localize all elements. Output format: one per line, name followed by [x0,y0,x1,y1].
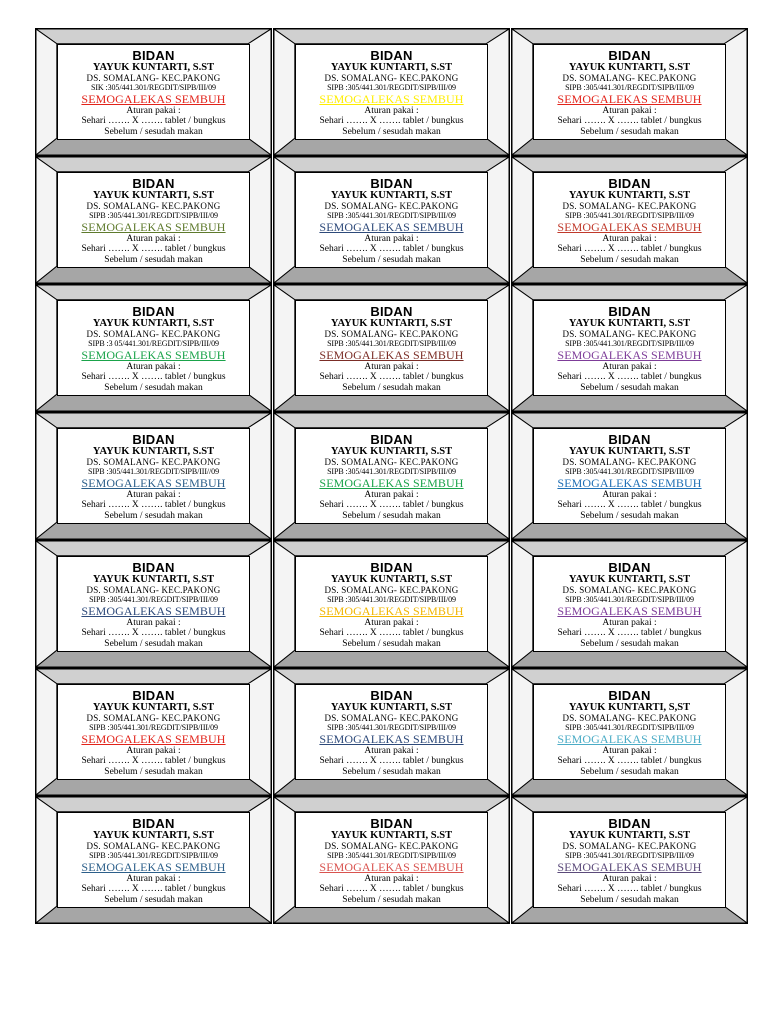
bevel-right [248,797,271,923]
usage-rules-heading: Aturan pakai : [364,490,419,500]
usage-rules-heading: Aturan pakai : [602,618,657,628]
timing-line: Sebelum / sesudah makan [104,383,203,393]
bevel-bottom [274,522,509,539]
get-well-message: SEMOGALEKAS SEMBUH [319,348,464,362]
bevel-top [36,413,271,428]
dosage-line: Sehari ……. X ……. tablet / bungkus [319,884,464,894]
bevel-top [36,29,271,44]
dosage-line: Sehari ……. X ……. tablet / bungkus [81,500,226,510]
bevel-left [274,669,295,795]
medicine-label [35,156,272,284]
label-title: BIDAN [370,816,413,831]
midwife-name: YAYUK KUNTARTI, S.ST [330,62,453,73]
dosage-line: Sehari ……. X ……. tablet / bungkus [557,756,702,766]
medicine-label [511,156,748,284]
midwife-name: YAYUK KUNTARTI, S.ST [92,318,215,329]
address-line: DS. SOMALANG- KEC.PAKONG [562,201,697,211]
get-well-message: SEMOGALEKAS SEMBUH [319,860,464,874]
bevel-bottom [36,650,271,667]
address-line: DS. SOMALANG- KEC.PAKONG [324,585,459,595]
registration-number: SIPB :305/441.301/REGDIT/SIPB/III/09 [89,723,218,732]
label-face [533,428,726,524]
label-face [57,556,250,652]
midwife-name: YAYUK KUNTARTI, S.ST [330,574,453,585]
bevel-right [486,669,509,795]
label-face [295,172,488,268]
bevel-left [512,413,533,539]
dosage-line: Sehari ……. X ……. tablet / bungkus [557,244,702,254]
label-face [57,684,250,780]
bevel-left [274,797,295,923]
label-face [533,812,726,908]
label-face [295,428,488,524]
label-title: BIDAN [370,48,413,63]
usage-rules-heading: Aturan pakai : [126,362,181,372]
bevel-bottom [36,394,271,411]
midwife-name: YAYUK KUNTARTI, S.ST [330,318,453,329]
bevel-top [512,669,747,684]
midwife-name: YAYUK KUNTARTI, S.ST [568,574,691,585]
bevel-left [36,413,57,539]
timing-line: Sebelum / sesudah makan [580,895,679,905]
label-face [295,44,488,140]
dosage-line: Sehari ……. X ……. tablet / bungkus [81,244,226,254]
bevel-bottom [274,138,509,155]
bevel-bottom [36,906,271,923]
get-well-message: SEMOGALEKAS SEMBUH [319,476,464,490]
usage-rules-heading: Aturan pakai : [602,746,657,756]
bevel-bottom [512,138,747,155]
registration-number: SIPB :305/441.301/REGDIT/SIPB/III/09 [327,83,456,92]
bevel-left [36,157,57,283]
bevel-top [512,157,747,172]
medicine-label [511,668,748,796]
medicine-label [273,796,510,924]
label-title: BIDAN [132,432,175,447]
bevel-bottom [274,778,509,795]
usage-rules-heading: Aturan pakai : [126,746,181,756]
registration-number: SIPB :305/441.301/REGDIT/SIPB/III/09 [327,467,456,476]
dosage-line: Sehari ……. X ……. tablet / bungkus [319,756,464,766]
bevel-left [274,29,295,155]
medicine-label [35,540,272,668]
get-well-message: SEMOGALEKAS SEMBUH [81,860,226,874]
midwife-name: YAYUK KUNTARTI, S.ST [92,62,215,73]
get-well-message: SEMOGALEKAS SEMBUH [557,220,702,234]
address-line: DS. SOMALANG- KEC.PAKONG [86,73,221,83]
label-title: BIDAN [132,560,175,575]
usage-rules-heading: Aturan pakai : [364,746,419,756]
midwife-name: YAYUK KUNTARTI, S.ST [92,190,215,201]
dosage-line: Sehari ……. X ……. tablet / bungkus [557,884,702,894]
address-line: DS. SOMALANG- KEC.PAKONG [86,585,221,595]
bevel-bottom [274,650,509,667]
get-well-message: SEMOGALEKAS SEMBUH [557,604,702,618]
dosage-line: Sehari ……. X ……. tablet / bungkus [319,244,464,254]
timing-line: Sebelum / sesudah makan [580,767,679,777]
bevel-left [512,29,533,155]
midwife-name: YAYUK KUNTARTI, S.ST [568,318,691,329]
bevel-top [512,541,747,556]
label-title: BIDAN [370,176,413,191]
address-line: DS. SOMALANG- KEC.PAKONG [562,841,697,851]
timing-line: Sebelum / sesudah makan [342,255,441,265]
address-line: DS. SOMALANG- KEC.PAKONG [324,73,459,83]
midwife-name: YAYUK KUNTARTI, S.ST [568,830,691,841]
registration-number: SIPB :305/441.301/REGDIT/SIPB/III/09 [565,339,694,348]
bevel-left [36,285,57,411]
get-well-message: SEMOGALEKAS SEMBUH [81,348,226,362]
usage-rules-heading: Aturan pakai : [602,490,657,500]
medicine-label [273,540,510,668]
registration-number: SIPB :305/441.301/REGDIT/SIPB/III/09 [89,211,218,220]
midwife-name: YAYUK KUNTARTI, S.ST [330,702,453,713]
get-well-message: SEMOGALEKAS SEMBUH [557,348,702,362]
address-line: DS. SOMALANG- KEC.PAKONG [562,329,697,339]
bevel-right [486,285,509,411]
label-title: BIDAN [132,48,175,63]
bevel-right [724,797,747,923]
address-line: DS. SOMALANG- KEC.PAKONG [562,73,697,83]
medicine-label [273,156,510,284]
midwife-name: YAYUK KUNTARTI, S.ST [568,62,691,73]
timing-line: Sebelum / sesudah makan [580,511,679,521]
bevel-bottom [512,522,747,539]
label-title: BIDAN [370,688,413,703]
registration-number: SIPB :305/441.301/REGDIT/SIPB/III/09 [565,467,694,476]
bevel-right [248,285,271,411]
dosage-line: Sehari ……. X ……. tablet / bungkus [557,500,702,510]
usage-rules-heading: Aturan pakai : [602,234,657,244]
bevel-top [512,797,747,812]
usage-rules-heading: Aturan pakai : [602,362,657,372]
label-title: BIDAN [608,48,651,63]
label-title: BIDAN [608,176,651,191]
address-line: DS. SOMALANG- KEC.PAKONG [86,457,221,467]
timing-line: Sebelum / sesudah makan [580,639,679,649]
registration-number: SIPB :305/441.301/REGDIT/SIPB/III/09 [327,339,456,348]
bevel-right [486,29,509,155]
timing-line: Sebelum / sesudah makan [342,767,441,777]
bevel-bottom [512,906,747,923]
timing-line: Sebelum / sesudah makan [342,639,441,649]
registration-number: SIPB :305/441.301/REGDIT/SIPB/III/09 [327,211,456,220]
bevel-top [36,157,271,172]
medicine-label [511,412,748,540]
label-title: BIDAN [608,688,651,703]
registration-number: SIPB :305/441.301/REGDIT/SIPB/III/09 [565,83,694,92]
label-face [57,44,250,140]
bevel-bottom [512,394,747,411]
address-line: DS. SOMALANG- KEC.PAKONG [562,585,697,595]
label-title: BIDAN [608,560,651,575]
address-line: DS. SOMALANG- KEC.PAKONG [324,457,459,467]
midwife-name: YAYUK KUNTARTI, S.ST [92,702,215,713]
bevel-right [248,157,271,283]
dosage-line: Sehari ……. X ……. tablet / bungkus [81,628,226,638]
bevel-bottom [512,650,747,667]
usage-rules-heading: Aturan pakai : [126,618,181,628]
midwife-name: YAYUK KUNTARTI, S.ST [568,446,691,457]
bevel-right [724,157,747,283]
bevel-right [248,541,271,667]
bevel-bottom [274,266,509,283]
address-line: DS. SOMALANG- KEC.PAKONG [324,713,459,723]
midwife-name: YAYUK KUNTARTI, S.ST [330,830,453,841]
bevel-top [274,413,509,428]
bevel-left [512,797,533,923]
usage-rules-heading: Aturan pakai : [364,618,419,628]
timing-line: Sebelum / sesudah makan [342,895,441,905]
registration-number: SIPB :305/441.301/REGDIT/SIPB/III/09 [327,723,456,732]
bevel-top [274,29,509,44]
timing-line: Sebelum / sesudah makan [580,127,679,137]
medicine-label [273,28,510,156]
get-well-message: SEMOGALEKAS SEMBUH [557,92,702,106]
get-well-message: SEMOGALEKAS SEMBUH [81,476,226,490]
bevel-right [486,797,509,923]
timing-line: Sebelum / sesudah makan [580,383,679,393]
label-title: BIDAN [370,560,413,575]
get-well-message: SEMOGALEKAS SEMBUH [319,732,464,746]
bevel-left [274,157,295,283]
timing-line: Sebelum / sesudah makan [104,255,203,265]
dosage-line: Sehari ……. X ……. tablet / bungkus [319,372,464,382]
bevel-left [36,541,57,667]
get-well-message: SEMOGALEKAS SEMBUH [557,476,702,490]
label-title: BIDAN [132,176,175,191]
medicine-label [35,796,272,924]
bevel-bottom [36,138,271,155]
medicine-label [511,28,748,156]
bevel-top [36,285,271,300]
bevel-left [274,285,295,411]
usage-rules-heading: Aturan pakai : [126,490,181,500]
bevel-top [274,669,509,684]
bevel-right [248,413,271,539]
dosage-line: Sehari ……. X ……. tablet / bungkus [557,372,702,382]
label-sheet [35,28,748,924]
bevel-top [512,413,747,428]
get-well-message: SEMOGALEKAS SEMBUH [81,92,226,106]
bevel-top [512,29,747,44]
bevel-top [274,541,509,556]
dosage-line: Sehari ……. X ……. tablet / bungkus [319,628,464,638]
bevel-left [512,669,533,795]
get-well-message: SEMOGALEKAS SEMBUH [557,860,702,874]
label-face [295,812,488,908]
address-line: DS. SOMALANG- KEC.PAKONG [562,457,697,467]
get-well-message: SEMOGALEKAS SEMBUH [557,732,702,746]
usage-rules-heading: Aturan pakai : [364,874,419,884]
label-face [533,172,726,268]
label-face [533,556,726,652]
registration-number: SIPB :305/441.301/REGDIT/SIPB/III/09 [327,595,456,604]
registration-number: SIPB :305/441.301/REGDIT/SIPB/III/09 [565,595,694,604]
bevel-left [274,541,295,667]
get-well-message: SEMOGALEKAS SEMBUH [319,604,464,618]
midwife-name: YAYUK KUNTARTI, S.ST [568,190,691,201]
address-line: DS. SOMALANG- KEC.PAKONG [86,201,221,211]
bevel-right [486,541,509,667]
midwife-name: YAYUK KUNTARTI, S,ST [568,702,691,713]
usage-rules-heading: Aturan pakai : [364,234,419,244]
bevel-left [512,285,533,411]
registration-number: SIPB :305/441.301/REGDIT/SIPB/III/09 [89,595,218,604]
bevel-right [724,285,747,411]
bevel-bottom [36,266,271,283]
address-line: DS. SOMALANG- KEC.PAKONG [324,201,459,211]
bevel-right [486,413,509,539]
label-title: BIDAN [608,432,651,447]
timing-line: Sebelum / sesudah makan [104,511,203,521]
medicine-label [273,284,510,412]
bevel-bottom [512,266,747,283]
medicine-label [273,412,510,540]
midwife-name: YAYUK KUNTARTI, S.ST [92,830,215,841]
registration-number: SIPB :305/441.301/REGDIT/SIPB/III/09 [565,851,694,860]
dosage-line: Sehari ……. X ……. tablet / bungkus [81,372,226,382]
bevel-right [486,157,509,283]
bevel-top [36,669,271,684]
label-face [57,428,250,524]
address-line: DS. SOMALANG- KEC.PAKONG [562,713,697,723]
usage-rules-heading: Aturan pakai : [126,234,181,244]
get-well-message: SEMOGALEKAS SEMBUH [81,732,226,746]
get-well-message: SEMOGALEKAS SEMBUH [319,220,464,234]
bevel-bottom [274,906,509,923]
registration-number: SIPB :305/441.301/REGDIT/SIPB/III/09 [565,723,694,732]
medicine-label [35,28,272,156]
registration-number: SIPB :305/441.301/REGDIT/SIPB/III//09 [88,467,219,476]
medicine-label [35,668,272,796]
label-title: BIDAN [370,432,413,447]
registration-number: SIPB :305/441.301/REGDIT/SIPB/III/09 [565,211,694,220]
midwife-name: YAYUK KUNTARTI, S.ST [92,446,215,457]
dosage-line: Sehari ……. X ……. tablet / bungkus [557,628,702,638]
label-face [295,684,488,780]
timing-line: Sebelum / sesudah makan [580,255,679,265]
usage-rules-heading: Aturan pakai : [602,874,657,884]
bevel-left [512,157,533,283]
bevel-right [724,669,747,795]
dosage-line: Sehari ……. X ……. tablet / bungkus [81,756,226,766]
dosage-line: Sehari ……. X ……. tablet / bungkus [557,116,702,126]
bevel-right [724,413,747,539]
usage-rules-heading: Aturan pakai : [126,106,181,116]
bevel-top [274,797,509,812]
label-face [295,556,488,652]
label-face [57,300,250,396]
timing-line: Sebelum / sesudah makan [104,639,203,649]
usage-rules-heading: Aturan pakai : [364,106,419,116]
medicine-label [35,412,272,540]
address-line: DS. SOMALANG- KEC.PAKONG [86,713,221,723]
medicine-label [273,668,510,796]
bevel-bottom [36,522,271,539]
label-title: BIDAN [132,688,175,703]
address-line: DS. SOMALANG- KEC.PAKONG [324,841,459,851]
registration-number: SIPB :3 05/441.301/REGDIT/SIPB/III/09 [88,339,219,348]
bevel-top [512,285,747,300]
timing-line: Sebelum / sesudah makan [342,511,441,521]
bevel-right [248,669,271,795]
bevel-right [724,29,747,155]
bevel-left [36,797,57,923]
bevel-right [248,29,271,155]
label-title: BIDAN [370,304,413,319]
bevel-bottom [274,394,509,411]
address-line: DS. SOMALANG- KEC.PAKONG [86,841,221,851]
registration-number: SIPB :305/441.301/REGDIT/SIPB/III/09 [327,851,456,860]
timing-line: Sebelum / sesudah makan [104,127,203,137]
midwife-name: YAYUK KUNTARTI, S.ST [92,574,215,585]
dosage-line: Sehari ……. X ……. tablet / bungkus [81,884,226,894]
timing-line: Sebelum / sesudah makan [342,127,441,137]
medicine-label [35,284,272,412]
bevel-left [512,541,533,667]
label-title: BIDAN [608,816,651,831]
label-title: BIDAN [608,304,651,319]
medicine-label [511,540,748,668]
get-well-message: SEMOGALEKAS SEMBUH [81,604,226,618]
usage-rules-heading: Aturan pakai : [126,874,181,884]
timing-line: Sebelum / sesudah makan [104,895,203,905]
label-face [57,172,250,268]
label-face [533,44,726,140]
bevel-top [36,797,271,812]
dosage-line: Sehari ……. X ……. tablet / bungkus [319,500,464,510]
dosage-line: Sehari ……. X ……. tablet / bungkus [81,116,226,126]
usage-rules-heading: Aturan pakai : [602,106,657,116]
usage-rules-heading: Aturan pakai : [364,362,419,372]
dosage-line: Sehari ……. X ……. tablet / bungkus [319,116,464,126]
label-face [57,812,250,908]
bevel-left [36,669,57,795]
label-title: BIDAN [132,816,175,831]
midwife-name: YAYUK KUNTARTI, S.ST [330,190,453,201]
bevel-bottom [512,778,747,795]
medicine-label [511,796,748,924]
registration-number: SIK :305/441.301/REGDIT/SIPB/III/09 [91,83,216,92]
registration-number: SIPB :305/441.301/REGDIT/SIPB/III/09 [89,851,218,860]
bevel-bottom [36,778,271,795]
bevel-top [274,157,509,172]
timing-line: Sebelum / sesudah makan [342,383,441,393]
bevel-left [36,29,57,155]
label-face [295,300,488,396]
get-well-message: SEMOGALEKAS SEMBUH [319,92,464,106]
medicine-label [511,284,748,412]
address-line: DS. SOMALANG- KEC.PAKONG [86,329,221,339]
bevel-left [274,413,295,539]
midwife-name: YAYUK KUNTARTI, S.ST [330,446,453,457]
timing-line: Sebelum / sesudah makan [104,767,203,777]
bevel-right [724,541,747,667]
bevel-top [36,541,271,556]
bevel-top [274,285,509,300]
label-face [533,300,726,396]
address-line: DS. SOMALANG- KEC.PAKONG [324,329,459,339]
get-well-message: SEMOGALEKAS SEMBUH [81,220,226,234]
label-face [533,684,726,780]
label-title: BIDAN [132,304,175,319]
